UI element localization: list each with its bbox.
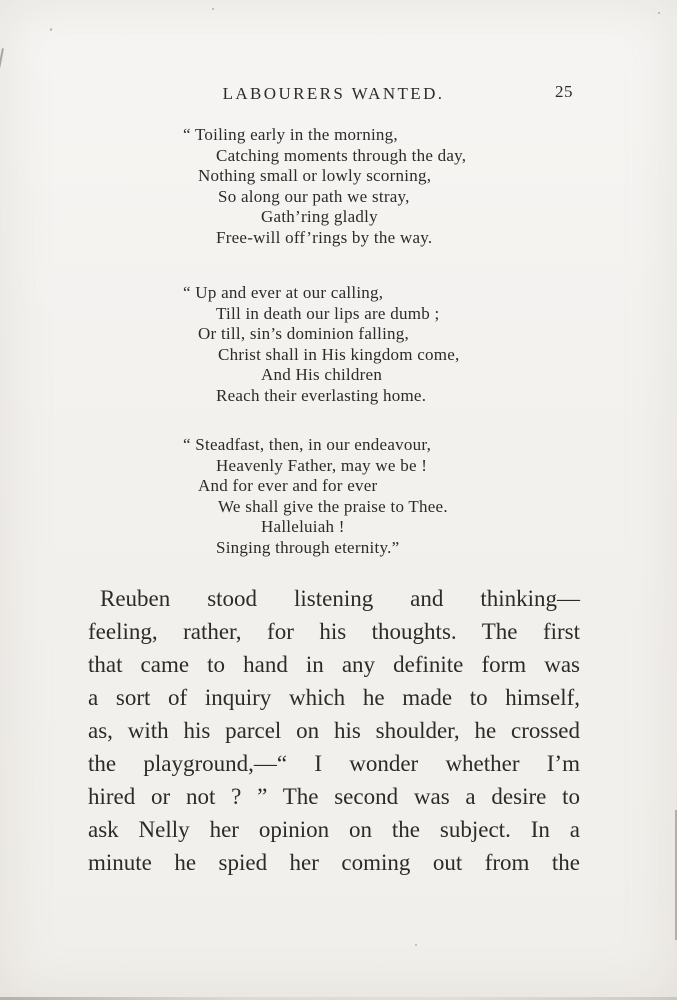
verse-line: Free-will off’rings by the way. (216, 227, 433, 247)
verse-line: “ Toiling early in the morning, (183, 125, 398, 144)
running-header-title: LABOURERS WANTED. (222, 84, 445, 103)
dust-speck (658, 12, 660, 14)
paragraph-line: as, with his parcel on his shoulder, he crossed (88, 718, 580, 743)
paragraph-line: Reuben stood listening and thinking— (100, 586, 580, 611)
verse-line: So along our path we stray, (218, 186, 410, 206)
verse-line: Catching moments through the day, (216, 145, 467, 165)
page-number: 25 (555, 82, 573, 101)
body-paragraph (88, 582, 580, 879)
paragraph-line: feeling, rather, for his thoughts. The first (88, 619, 580, 644)
paragraph-line: hired or not ? ” The second was a desire to (88, 784, 580, 809)
verse-line: Singing through eternity.” (216, 537, 400, 557)
verse-line: And for ever and for ever (198, 476, 378, 495)
verse-line: Halleluiah ! (261, 517, 345, 536)
poem-stanza-2 (183, 283, 563, 406)
verse-line: Christ shall in His kingdom come, (218, 344, 460, 364)
paragraph-line: minute he spied her coming out from the (88, 850, 580, 875)
verse-line: And His children (261, 365, 383, 384)
verse-line: Till in death our lips are dumb ; (216, 303, 440, 323)
verse-line: Reach their everlasting home. (216, 385, 427, 405)
paragraph-line: the playground,—“ I wonder whether I’m (88, 751, 580, 776)
paragraph-line: that came to hand in any definite form was (88, 652, 580, 677)
verse-line: We shall give the praise to Thee. (218, 496, 448, 516)
verse-line: “ Up and ever at our calling, (183, 283, 384, 302)
dust-speck (415, 944, 417, 946)
verse-line: Nothing small or lowly scorning, (198, 166, 432, 185)
poem-stanza-3 (183, 435, 563, 558)
verse-line: Or till, sin’s dominion falling, (198, 324, 410, 343)
verse-line: Gath’ring gladly (261, 207, 378, 226)
poem-stanza-1 (183, 125, 563, 248)
verse-line: Heavenly Father, may we be ! (216, 455, 428, 475)
paragraph-line: ask Nelly her opinion on the subject. In a (88, 817, 580, 842)
dust-speck (212, 8, 214, 10)
verse-line: “ Steadfast, then, in our endeavour, (183, 435, 432, 454)
paragraph-line: a sort of inquiry which he made to himself, (88, 685, 580, 710)
dust-speck (49, 28, 52, 32)
